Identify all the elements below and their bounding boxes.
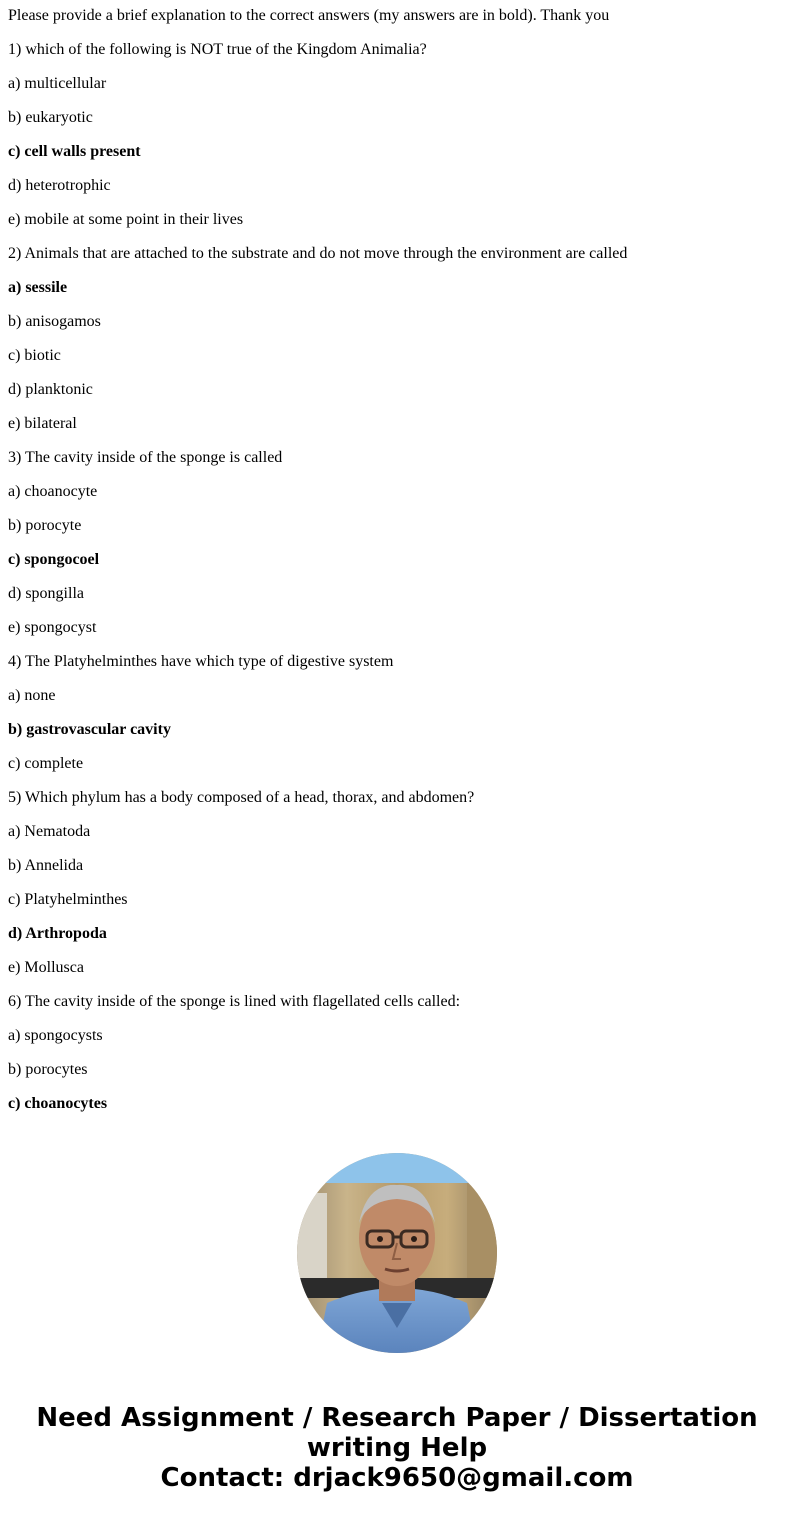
answer-option: a) none <box>8 687 56 704</box>
selected-answer-option: c) spongocoel <box>8 551 100 568</box>
answer-option: a) multicellular <box>8 75 107 92</box>
selected-answer-option: a) sessile <box>8 279 68 296</box>
answer-option: a) spongocysts <box>8 1027 103 1044</box>
answer-option: b) porocyte <box>8 517 82 534</box>
question-text: 4) The Platyhelminthes have which type of digestive system <box>8 653 394 670</box>
question-text: 2) Animals that are attached to the substrate and do not move through the environment are called <box>8 245 628 262</box>
answer-option: e) mobile at some point in their lives <box>8 211 244 228</box>
question-text: 6) The cavity inside of the sponge is lined with flagellated cells called: <box>8 993 461 1010</box>
selected-answer-option: c) choanocytes <box>8 1095 108 1112</box>
question-document <box>8 5 788 1127</box>
intro-text: Please provide a brief explanation to the correct answers (my answers are in bold). Thank you <box>8 7 610 24</box>
answer-option: d) heterotrophic <box>8 177 111 194</box>
answer-option: c) complete <box>8 755 84 772</box>
footer-line-3: Contact: drjack9650@gmail.com <box>160 1463 634 1493</box>
footer-contact <box>0 1403 794 1493</box>
answer-option: c) biotic <box>8 347 61 364</box>
answer-option: b) Annelida <box>8 857 84 874</box>
avatar-portrait-image <box>297 1153 497 1353</box>
footer-line-1: Need Assignment / Research Paper / Dissertation <box>36 1403 758 1433</box>
answer-option: e) Mollusca <box>8 959 84 976</box>
avatar <box>297 1153 497 1353</box>
answer-option: e) spongocyst <box>8 619 97 636</box>
selected-answer-option: c) cell walls present <box>8 143 141 160</box>
answer-option: a) choanocyte <box>8 483 98 500</box>
question-text: 3) The cavity inside of the sponge is called <box>8 449 283 466</box>
answer-option: d) planktonic <box>8 381 93 398</box>
answer-option: c) Platyhelminthes <box>8 891 128 908</box>
answer-option: b) eukaryotic <box>8 109 93 126</box>
answer-option: a) Nematoda <box>8 823 91 840</box>
question-text: 1) which of the following is NOT true of the Kingdom Animalia? <box>8 41 427 58</box>
footer-line-2: writing Help <box>306 1433 488 1463</box>
question-text: 5) Which phylum has a body composed of a head, thorax, and abdomen? <box>8 789 475 806</box>
answer-option: d) spongilla <box>8 585 84 602</box>
answer-option: b) porocytes <box>8 1061 88 1078</box>
questions-list <box>8 39 788 1115</box>
selected-answer-option: d) Arthropoda <box>8 925 107 942</box>
answer-option: b) anisogamos <box>8 313 101 330</box>
selected-answer-option: b) gastrovascular cavity <box>8 721 171 738</box>
answer-option: e) bilateral <box>8 415 77 432</box>
